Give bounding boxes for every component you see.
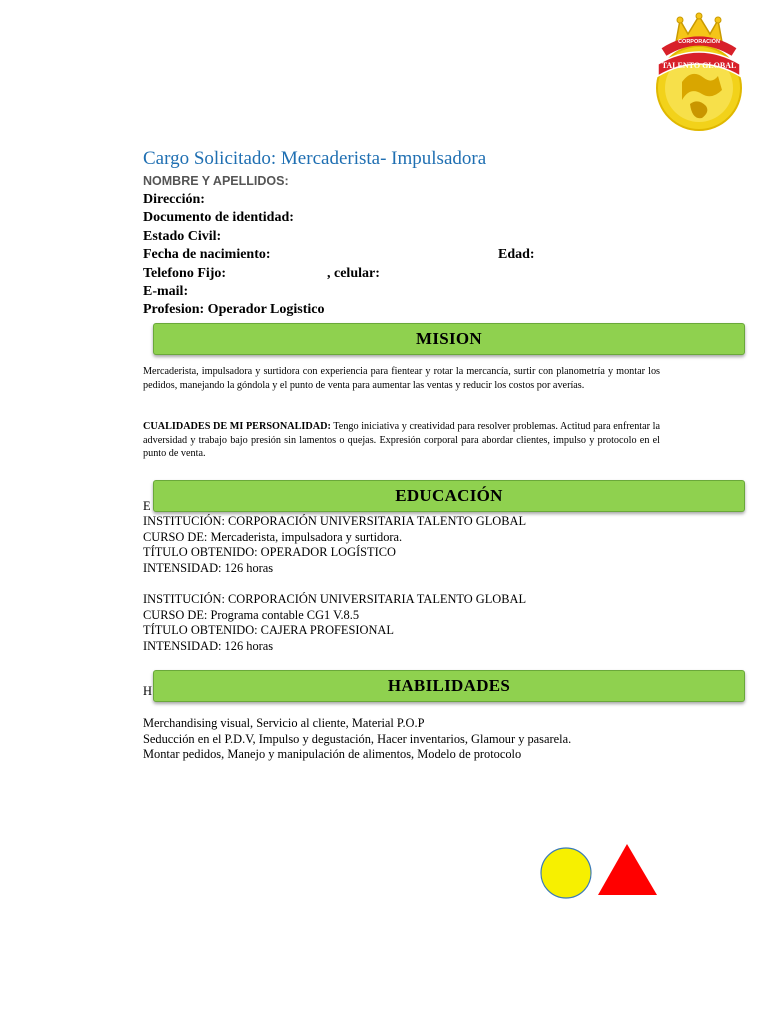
education-title: TÍTULO OBTENIDO: CAJERA PROFESIONAL — [143, 623, 394, 638]
celular-label: , celular: — [327, 266, 380, 281]
education-course: CURSO DE: Mercaderista, impulsadora y surtidora. — [143, 529, 403, 544]
name-label: NOMBRE Y APELLIDOS: — [143, 174, 289, 188]
telefono-label: Telefono Fijo: — [143, 266, 227, 281]
mision-text: Mercaderista, impulsadora y surtidora con experiencia para fientear y rotar la mercancía, surtir con planometría y montar los pedidos, manejando la góndola y el punto de venta para aumentar las ventas y reducir los costos por averías. — [143, 366, 660, 391]
edad-label: Edad: — [498, 247, 535, 262]
education-intensity: INTENSIDAD: 126 horas — [143, 560, 274, 575]
education-course: CURSO DE: Programa contable CG1 V.8.5 — [143, 607, 360, 622]
educacion-underlying-text: E — [143, 499, 151, 513]
page-title: Cargo Solicitado: Mercaderista- Impulsadora — [143, 148, 487, 169]
fecha-nacimiento-label: Fecha de nacimiento: — [143, 247, 271, 262]
habilidades-underlying-text: H — [143, 684, 152, 698]
red-triangle-shape — [597, 842, 659, 898]
profesion-label: Profesion: Operador Logistico — [143, 302, 325, 317]
education-entry — [143, 592, 526, 654]
educacion-heading: EDUCACIÓN — [153, 480, 745, 512]
education-intensity: INTENSIDAD: 126 horas — [143, 638, 274, 653]
corporacion-talento-global-logo — [654, 12, 744, 136]
habilidades-heading: HABILIDADES — [153, 670, 745, 702]
mision-heading: MISION — [153, 323, 745, 355]
education-institution: INSTITUCIÓN: CORPORACIÓN UNIVERSITARIA TALENTO GLOBAL — [143, 592, 527, 606]
qualities-paragraph — [143, 420, 660, 461]
education-entry — [143, 514, 526, 576]
skills-line: Seducción en el P.D.V, Impulso y degustación, Hacer inventarios, Glamour y pasarela. — [143, 731, 572, 746]
education-title: TÍTULO OBTENIDO: OPERADOR LOGÍSTICO — [143, 545, 396, 560]
email-label: E-mail: — [143, 284, 189, 299]
estado-civil-label: Estado Civil: — [143, 229, 222, 244]
logo-banner-text: TALENTO GLOBAL — [661, 61, 737, 70]
skills-list — [143, 716, 571, 763]
skills-line: Montar pedidos, Manejo y manipulación de alimentos, Modelo de protocolo — [143, 747, 522, 762]
yellow-circle-shape — [538, 846, 594, 902]
qualities-label: CUALIDADES DE MI PERSONALIDAD: — [143, 421, 331, 432]
direccion-label: Dirección: — [143, 192, 205, 207]
skills-line: Merchandising visual, Servicio al cliente, Material P.O.P — [143, 716, 425, 730]
qualities-text: Tengo iniciativa y creatividad para resolver problemas. Actitud para enfrentar la adversidad y trabajo bajo presión sin lamentos o quejas. Expresión corporal para abordar clientes, impulso y protocolo en el punto de venta. — [143, 421, 661, 459]
documento-label: Documento de identidad: — [143, 210, 294, 225]
education-institution: INSTITUCIÓN: CORPORACIÓN UNIVERSITARIA TALENTO GLOBAL — [143, 514, 527, 528]
logo-top-text: CORPORACIÓN — [678, 39, 720, 45]
